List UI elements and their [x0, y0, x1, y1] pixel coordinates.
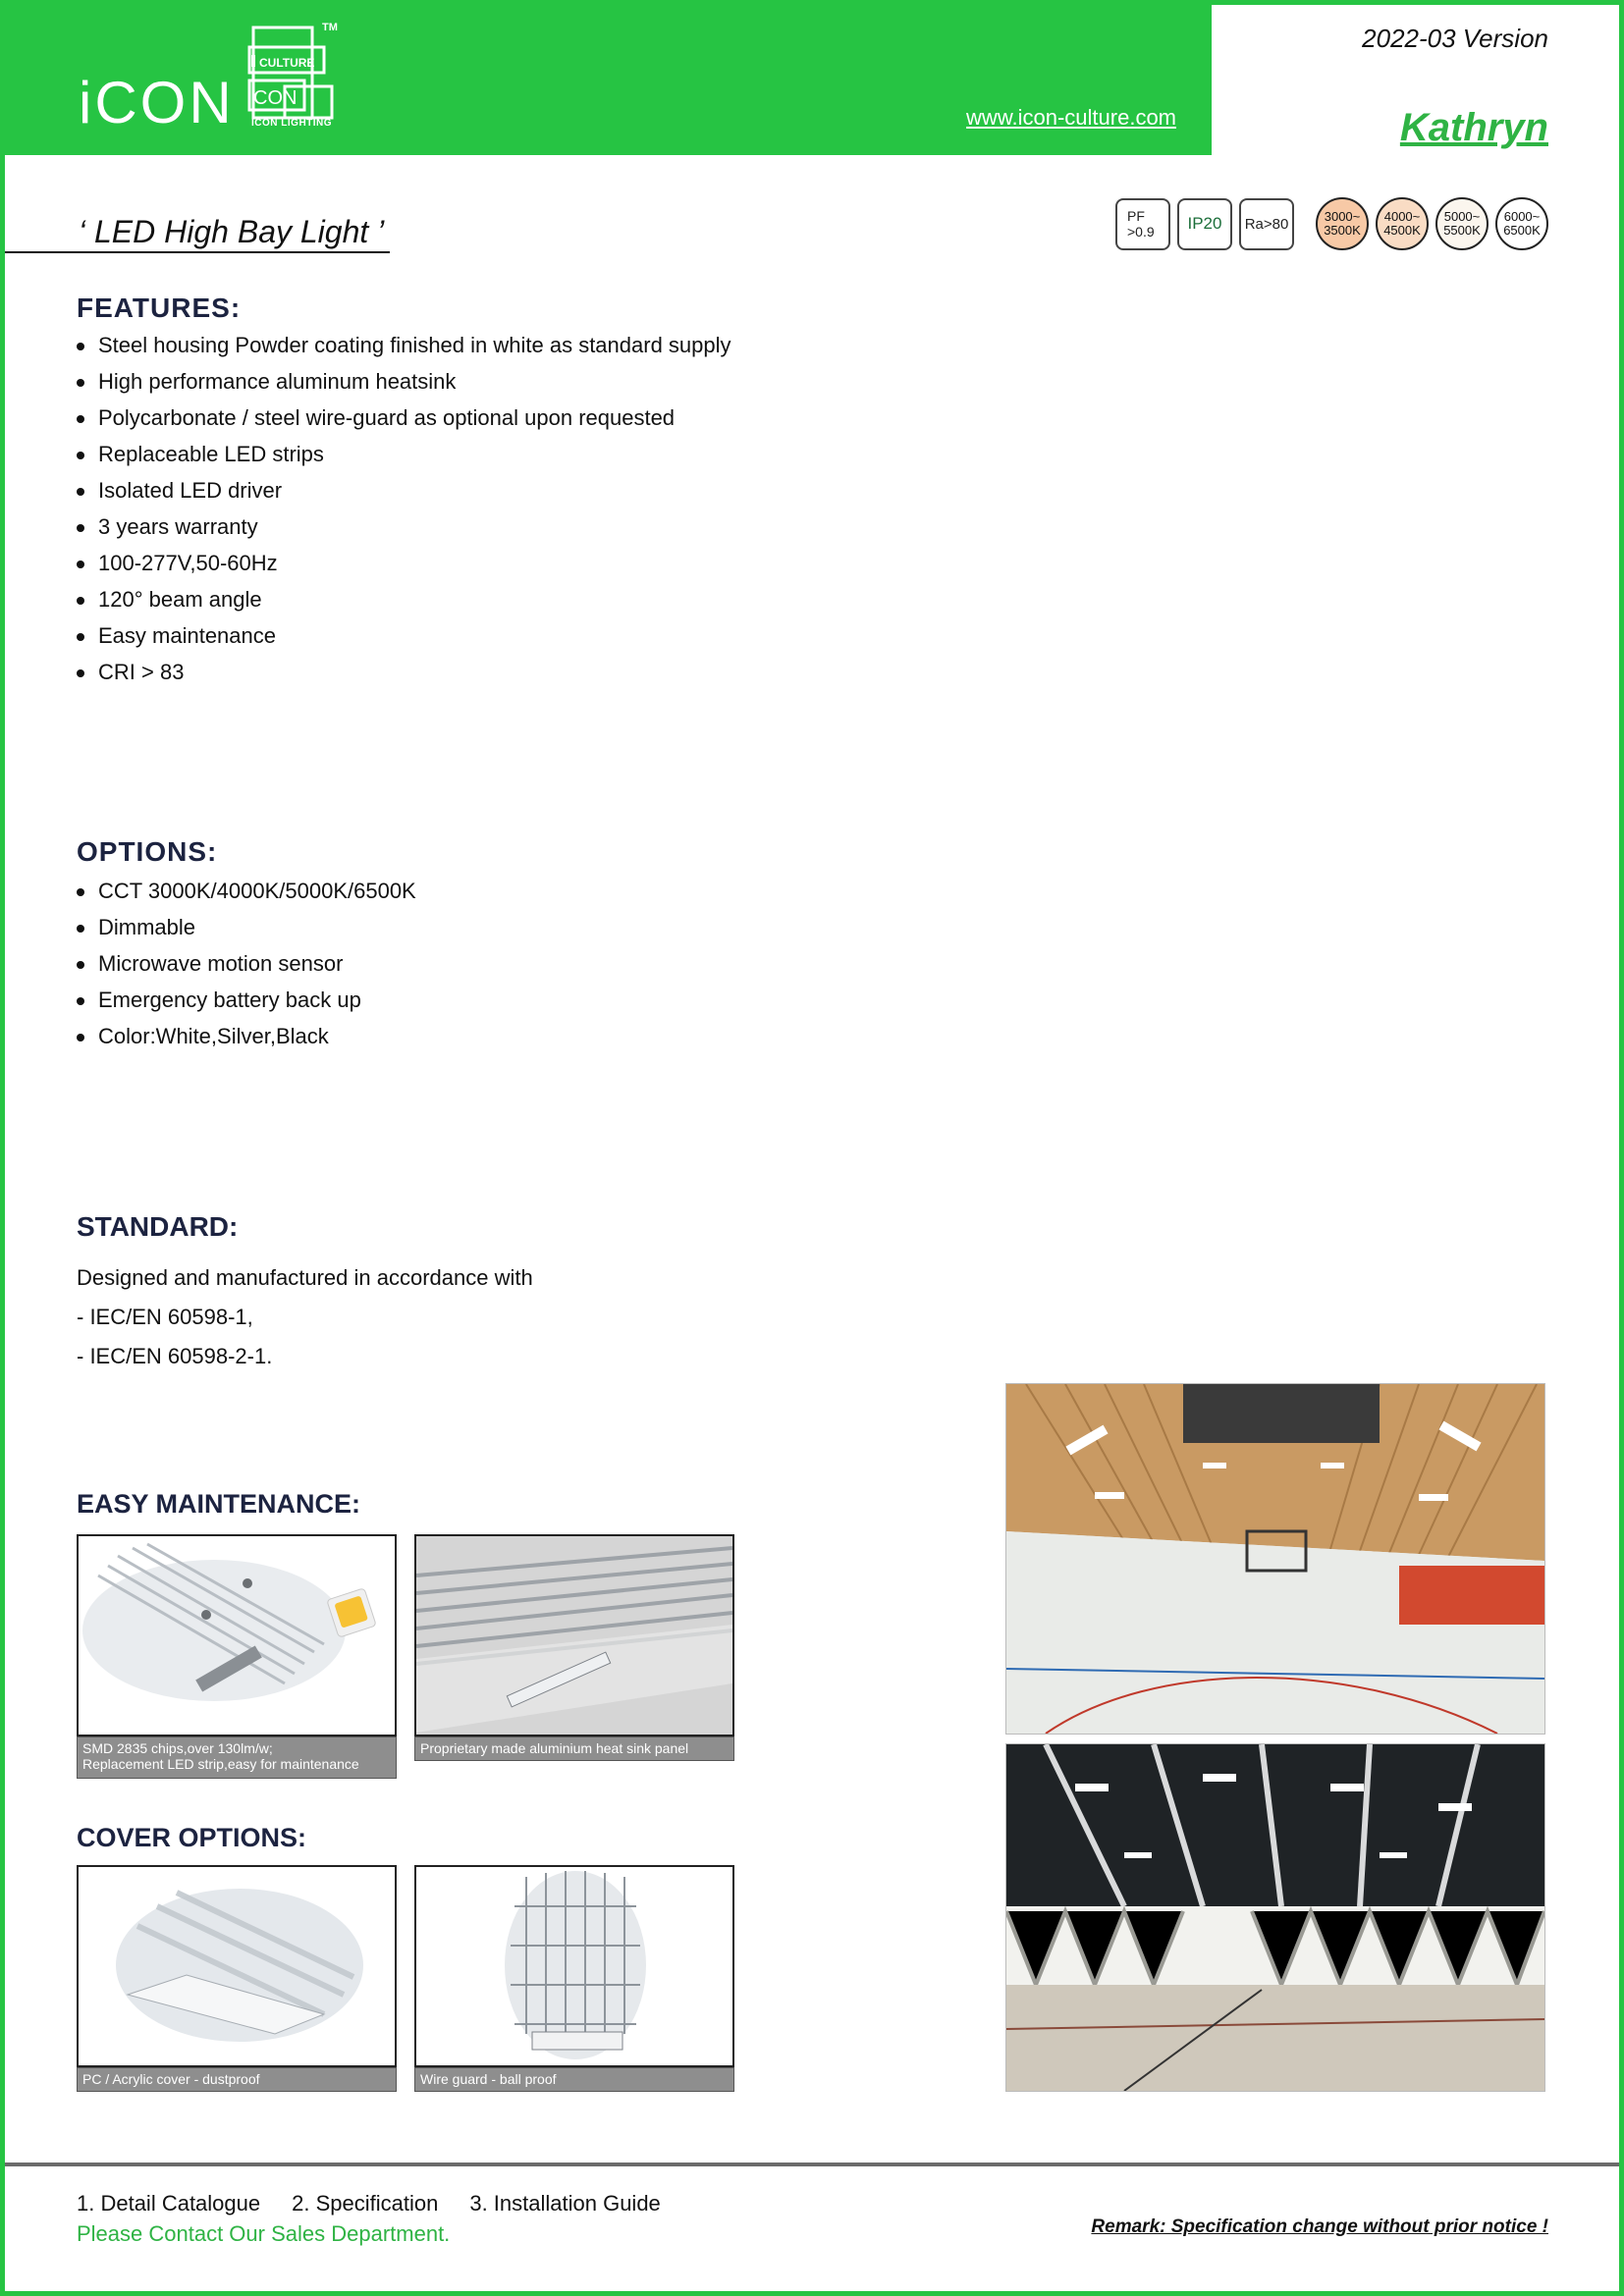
- list-item: Isolated LED driver: [77, 476, 731, 512]
- cover-heading: COVER OPTIONS:: [77, 1823, 307, 1852]
- options-list: [77, 877, 416, 1058]
- list-item: Color:White,Silver,Black: [77, 1022, 416, 1058]
- maintenance-heading: EASY MAINTENANCE:: [77, 1489, 361, 1519]
- cct-badge-5000: [1435, 197, 1489, 250]
- footer-links: [77, 2191, 661, 2216]
- spec-badges: [1115, 197, 1548, 250]
- pf-badge-label: PF: [1127, 208, 1145, 224]
- installation-guide-link[interactable]: 3. Installation Guide: [469, 2191, 661, 2216]
- cover-caption-2: Wire guard - ball proof: [414, 2067, 734, 2092]
- product-title: ‘ LED High Bay Light ’: [79, 214, 385, 249]
- maintenance-caption-1: [77, 1736, 397, 1779]
- cover-caption-1: PC / Acrylic cover - dustproof: [77, 2067, 397, 2092]
- pf-badge-value: >0.9: [1127, 224, 1155, 240]
- gym-wood-illustration: [1006, 1384, 1544, 1734]
- options-heading: OPTIONS:: [77, 836, 218, 867]
- list-item: High performance aluminum heatsink: [77, 367, 731, 403]
- wire-guard-photo: [414, 1865, 734, 2067]
- detail-catalogue-link[interactable]: 1. Detail Catalogue: [77, 2191, 261, 2216]
- cct-badge-top: 4000~: [1383, 209, 1421, 224]
- ra-badge: Ra>80: [1239, 198, 1294, 250]
- maintenance-caption-2: Proprietary made aluminium heat sink panel: [414, 1736, 734, 1761]
- ip-badge: IP20: [1177, 198, 1232, 250]
- led-strip-illustration: [79, 1536, 395, 1735]
- list-item: Steel housing Powder coating finished in white as standard supply: [77, 331, 731, 367]
- pc-cover-photo: [77, 1865, 397, 2067]
- list-item: Microwave motion sensor: [77, 949, 416, 986]
- logo-caption: ICON LIGHTING: [251, 118, 333, 129]
- gym-steel-illustration: [1006, 1744, 1544, 2091]
- gym-steel-ceiling-photo: [1005, 1743, 1545, 2092]
- cct-badge-bottom: 6500K: [1503, 223, 1541, 238]
- standard-intro: Designed and manufactured in accordance with: [77, 1265, 533, 1290]
- author-name: Kathryn: [1399, 106, 1548, 149]
- brand-wordmark: iCON: [79, 70, 235, 135]
- list-item: Polycarbonate / steel wire-guard as optional upon requested: [77, 403, 731, 440]
- caption-line: Replacement LED strip,easy for maintenance: [82, 1756, 359, 1772]
- cct-badge-bottom: 5500K: [1443, 223, 1481, 238]
- list-item: 100-277V,50-60Hz: [77, 549, 731, 585]
- logo-culture-text: CULTURE: [259, 56, 315, 70]
- cct-badge-bottom: 4500K: [1383, 223, 1421, 238]
- logo-con-text: CON: [253, 87, 298, 109]
- list-item: 3 years warranty: [77, 512, 731, 549]
- list-item: Replaceable LED strips: [77, 440, 731, 476]
- gym-wood-ceiling-photo: [1005, 1383, 1545, 1735]
- cct-badge-bottom: 3500K: [1324, 223, 1361, 238]
- footer-divider: [5, 2163, 1619, 2166]
- title-underline: [5, 251, 390, 253]
- cct-badge-top: 3000~: [1324, 209, 1361, 224]
- caption-line: SMD 2835 chips,over 130lm/w;: [82, 1740, 273, 1756]
- pf-badge: [1115, 198, 1170, 250]
- website-link[interactable]: www.icon-culture.com: [966, 105, 1176, 130]
- specification-link[interactable]: 2. Specification: [292, 2191, 439, 2216]
- list-item: Emergency battery back up: [77, 986, 416, 1022]
- standard-heading: STANDARD:: [77, 1211, 239, 1242]
- cct-badge-6000: [1495, 197, 1548, 250]
- list-item: CRI > 83: [77, 658, 731, 694]
- list-item: Easy maintenance: [77, 621, 731, 658]
- standard-ref-2: - IEC/EN 60598-2-1.: [77, 1344, 273, 1368]
- cct-badge-4000: [1376, 197, 1429, 250]
- heat-sink-illustration: [416, 1536, 732, 1735]
- sales-contact-note: Please Contact Our Sales Department.: [77, 2221, 451, 2246]
- led-strip-photo: [77, 1534, 397, 1736]
- features-heading: FEATURES:: [77, 293, 242, 323]
- list-item: Dimmable: [77, 913, 416, 949]
- standard-ref-1: - IEC/EN 60598-1,: [77, 1305, 253, 1329]
- heat-sink-photo: [414, 1534, 734, 1736]
- cct-badge-top: 5000~: [1443, 209, 1481, 224]
- cct-badge-top: 6000~: [1503, 209, 1541, 224]
- wire-guard-illustration: [416, 1867, 732, 2065]
- trademark-mark: TM: [322, 22, 338, 33]
- features-list: [77, 331, 731, 694]
- version-label: 2022-03 Version: [1362, 24, 1548, 53]
- remark-notice: Remark: Specification change without prior notice !: [1091, 2216, 1548, 2237]
- list-item: CCT 3000K/4000K/5000K/6500K: [77, 877, 416, 913]
- list-item: 120° beam angle: [77, 585, 731, 621]
- pc-cover-illustration: [79, 1867, 395, 2065]
- cct-badge-3000: [1316, 197, 1369, 250]
